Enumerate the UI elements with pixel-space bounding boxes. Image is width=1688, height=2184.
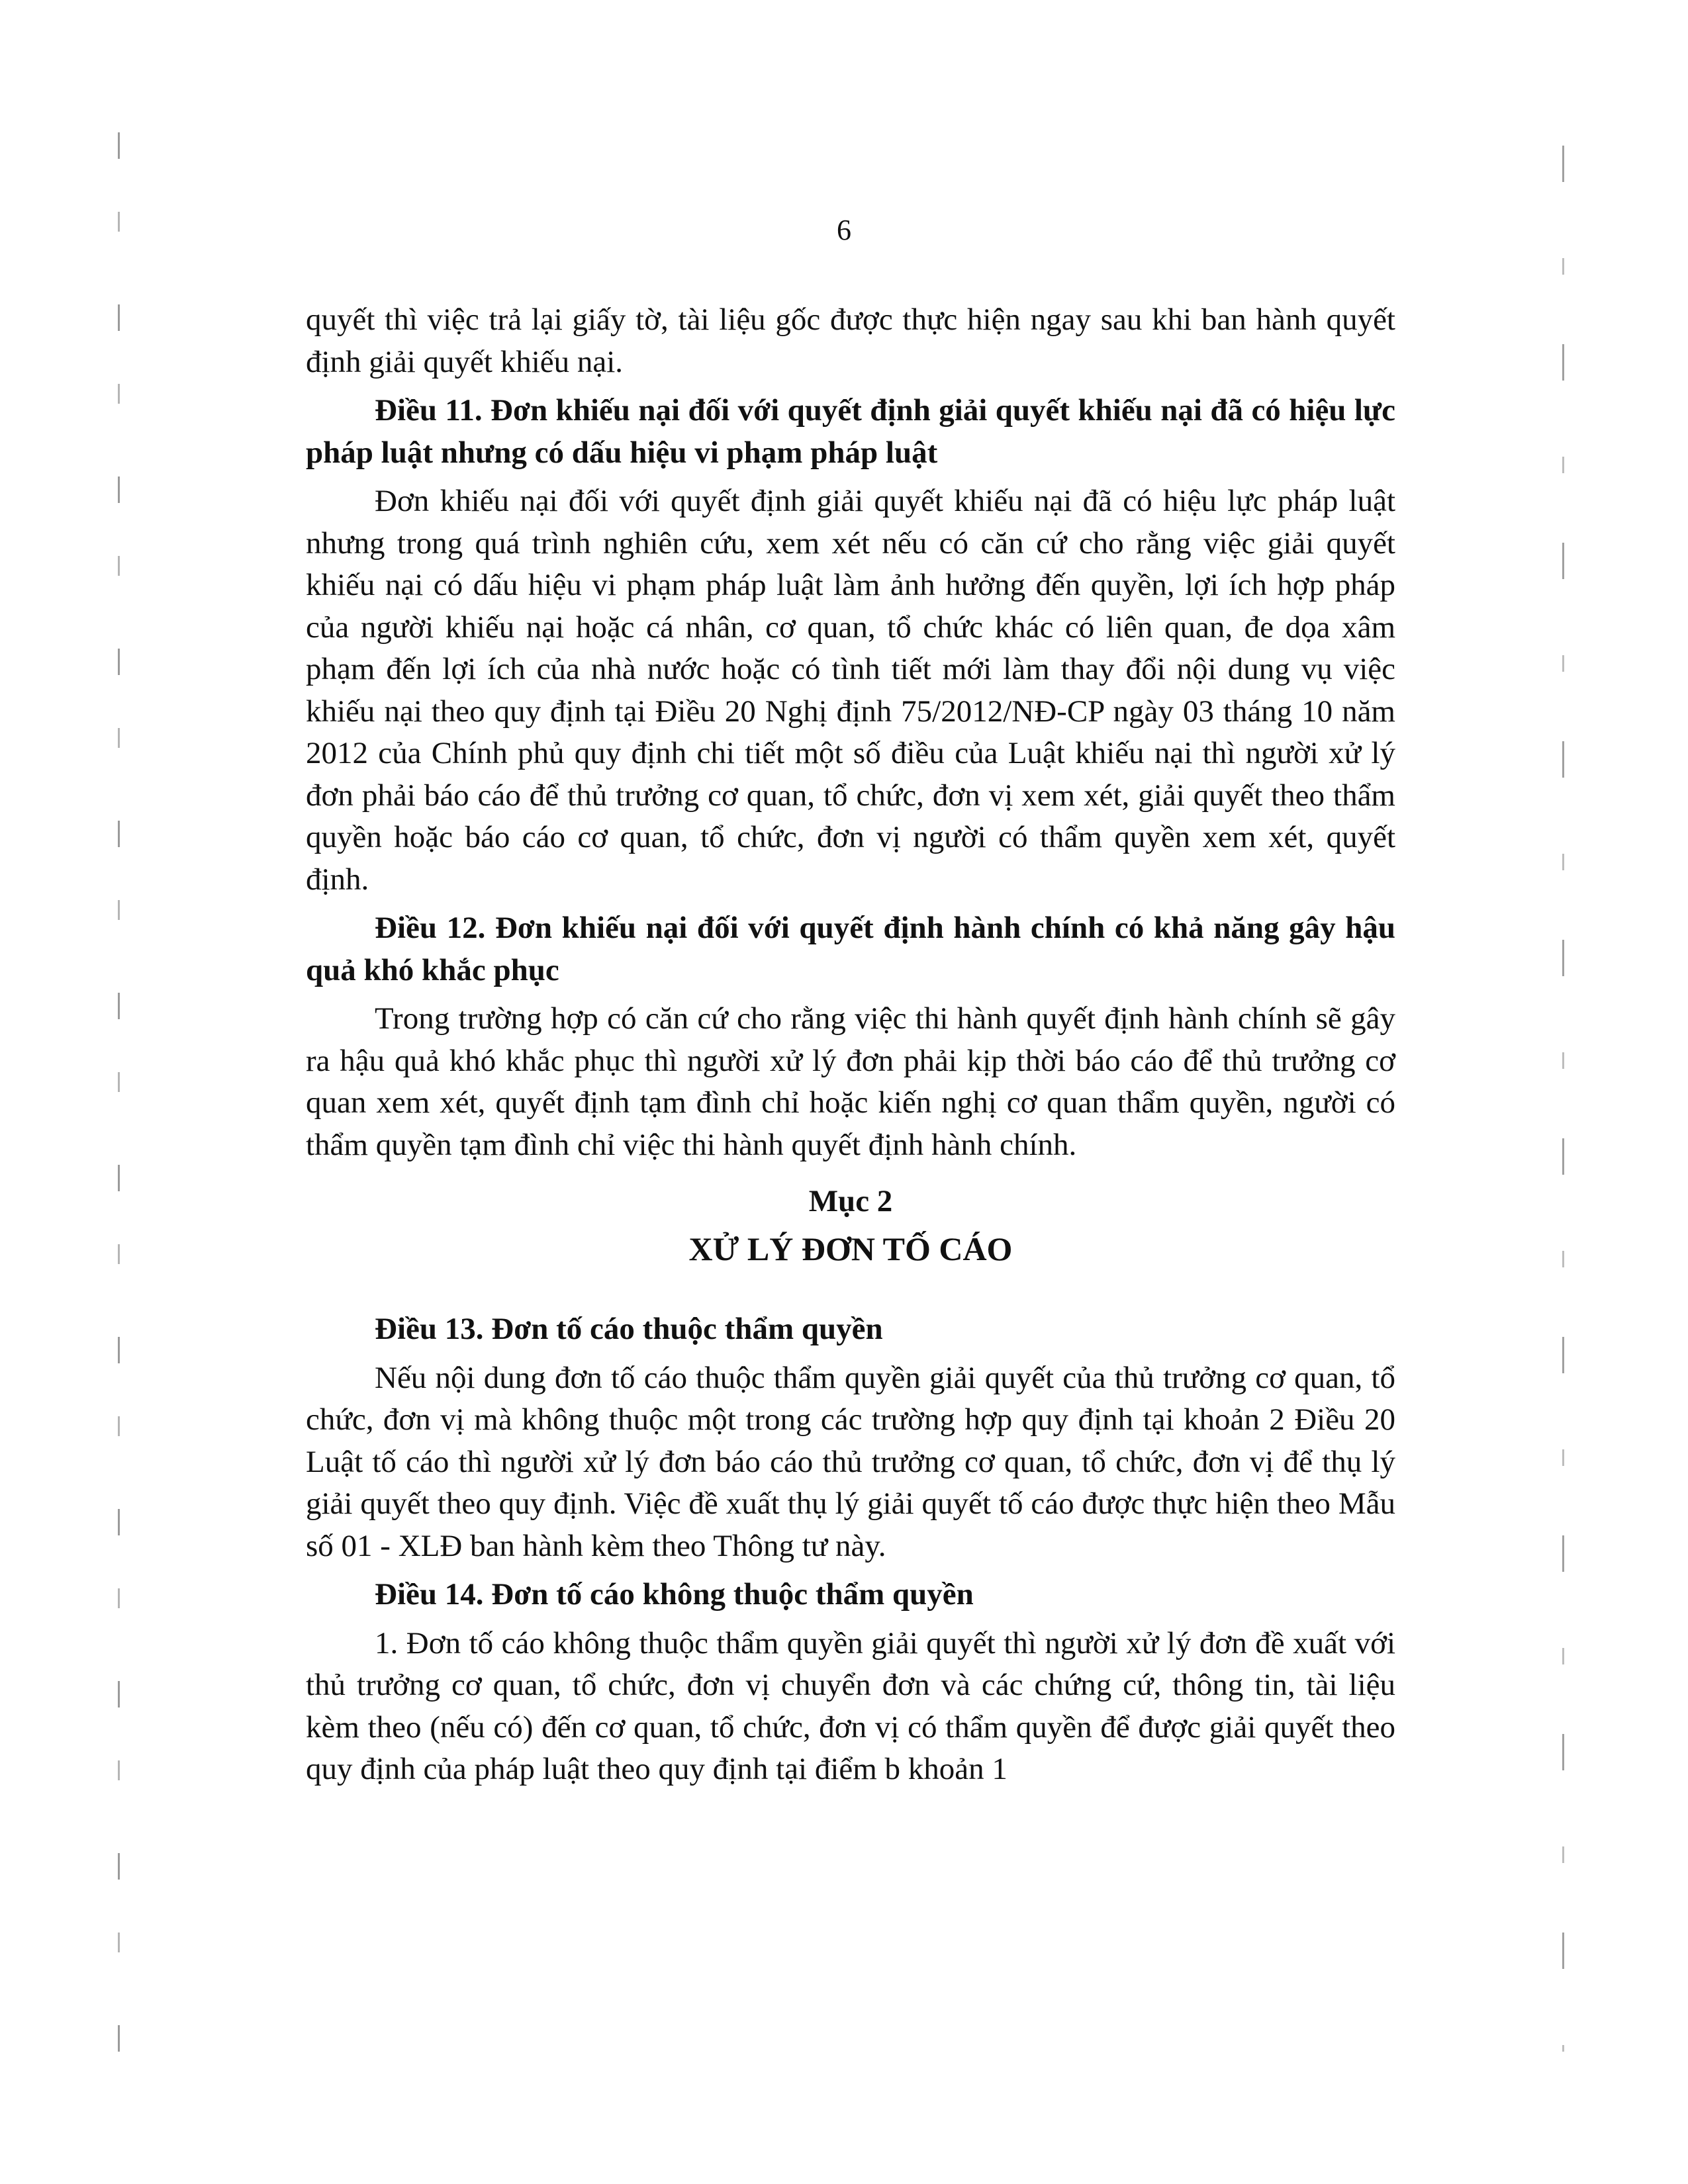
scan-edge-right (1562, 146, 1564, 2052)
page-number: 6 (837, 214, 851, 246)
article-13-heading: Điều 13. Đơn tố cáo thuộc thẩm quyền (375, 1312, 883, 1346)
article-11-heading: Điều 11. Đơn khiếu nại đối với quyết định giải quyết khiếu nại đã có hiệu lực pháp luật nhưng có dấu hiệu vi phạm pháp luật (306, 393, 1395, 470)
section-label: Mục 2 (808, 1184, 893, 1218)
article-12-heading: Điều 12. Đơn khiếu nại đối với quyết định hành chính có khả năng gây hậu quả khó khắc phục (306, 911, 1395, 987)
article-14-heading: Điều 14. Đơn tố cáo không thuộc thẩm quyền (375, 1577, 974, 1612)
article-12-body: Trong trường hợp có căn cứ cho rằng việc thi hành quyết định hành chính sẽ gây ra hậu quả khó khắc phục thì người xử lý đơn phải kịp thời báo cáo để thủ trưởng cơ quan xem xét, quyết định tạm đình chỉ hoặc kiến nghị cơ quan thẩm quyền, người có thẩm quyền tạm đình chỉ việc thi hành quyết định hành chính. (306, 1001, 1395, 1162)
section-title: XỬ LÝ ĐƠN TỐ CÁO (688, 1230, 1013, 1267)
paragraph-continuation: quyết thì việc trả lại giấy tờ, tài liệu gốc được thực hiện ngay sau khi ban hành quyết định giải quyết khiếu nại. (306, 302, 1395, 379)
document-body (306, 299, 1395, 1797)
scan-edge-left (118, 132, 120, 2052)
article-13-body: Nếu nội dung đơn tố cáo thuộc thẩm quyền giải quyết của thủ trưởng cơ quan, tổ chức, đơn vị mà không thuộc một trong các trường hợp quy định tại khoản 2 Điều 20 Luật tố cáo thì người xử lý đơn báo cáo thủ trưởng cơ quan, tổ chức, đơn vị để thụ lý giải quyết theo quy định. Việc đề xuất thụ lý giải quyết tố cáo được thực hiện theo Mẫu số 01 - XLĐ ban hành kèm theo Thông tư này. (306, 1360, 1395, 1563)
article-14-body: 1. Đơn tố cáo không thuộc thẩm quyền giải quyết thì người xử lý đơn đề xuất với thủ trưởng cơ quan, tổ chức, đơn vị chuyển đơn và các chứng cứ, thông tin, tài liệu kèm theo (nếu có) đến cơ quan, tổ chức, đơn vị có thẩm quyền để được giải quyết theo quy định của pháp luật theo quy định tại điểm b khoản 1 (306, 1625, 1395, 1786)
article-11-body: Đơn khiếu nại đối với quyết định giải quyết khiếu nại đã có hiệu lực pháp luật nhưng trong quá trình nghiên cứu, xem xét nếu có căn cứ cho rằng việc giải quyết khiếu nại có dấu hiệu vi phạm pháp luật làm ảnh hưởng đến quyền, lợi ích hợp pháp của người khiếu nại hoặc cá nhân, cơ quan, tổ chức khác có liên quan, đe dọa xâm phạm đến lợi ích của nhà nước hoặc có tình tiết mới làm thay đổi nội dung vụ việc khiếu nại theo quy định tại Điều 20 Nghị định 75/2012/NĐ-CP ngày 03 tháng 10 năm 2012 của Chính phủ quy định chi tiết một số điều của Luật khiếu nại thì người xử lý đơn phải báo cáo để thủ trưởng cơ quan, tổ chức, đơn vị xem xét, giải quyết theo thẩm quyền hoặc báo cáo cơ quan, tổ chức, đơn vị người có thẩm quyền xem xét, quyết định. (306, 484, 1395, 897)
